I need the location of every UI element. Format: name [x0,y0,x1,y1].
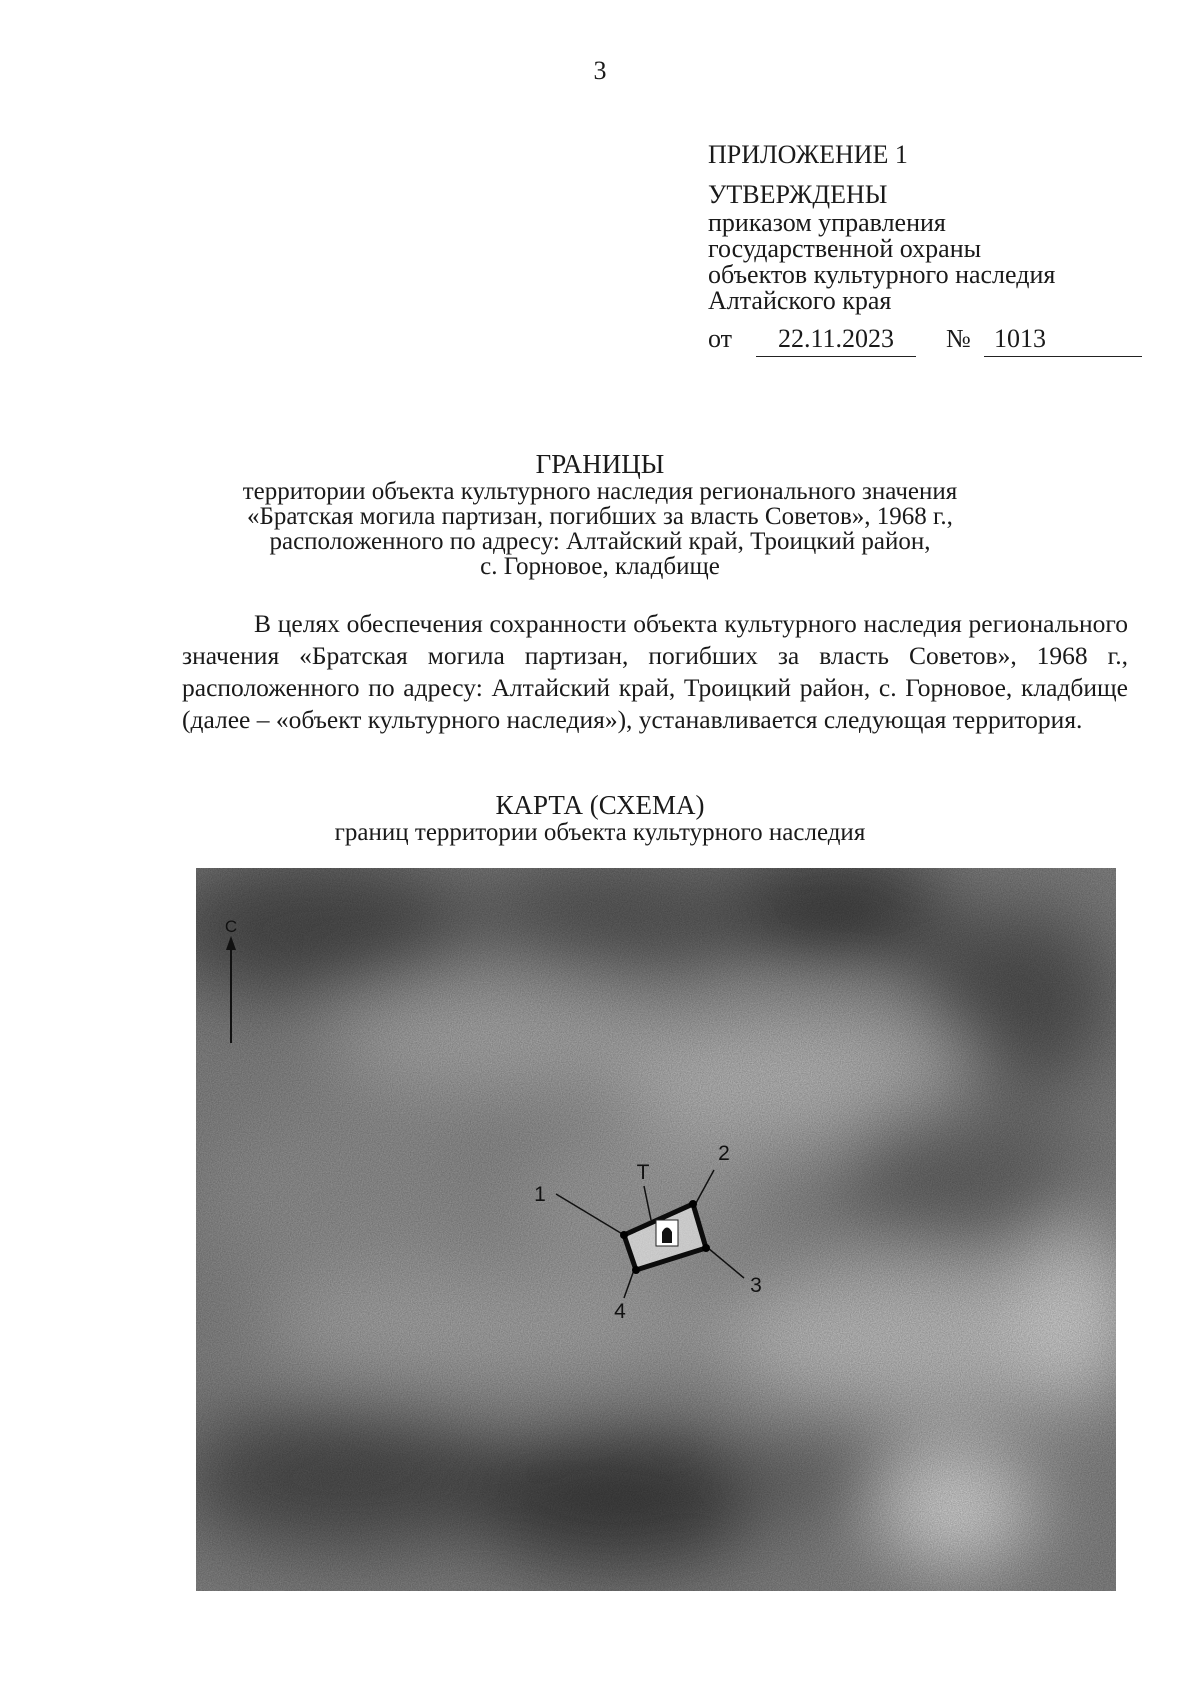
number-sign: № [946,324,971,353]
date-number-row [708,320,1148,360]
boundary-point-2 [689,1200,697,1208]
date-underline [756,356,916,357]
point-label-4: 4 [614,1300,626,1323]
number-underline [984,356,1142,357]
order-date: 22.11.2023 [777,324,895,353]
heading-title: ГРАНИЦЫ [535,449,665,479]
approval-line: государственной охраны [708,234,982,263]
map-caption-subtitle: границ территории объекта культурного наследия [334,819,866,846]
map-image [196,868,1116,1591]
monument-icon [656,1220,678,1246]
point-label-3: 3 [750,1274,762,1297]
approval-block [708,142,1148,360]
point-label-2: 2 [718,1142,730,1165]
map-caption-title: КАРТА (СХЕМА) [495,790,705,820]
body-paragraph: В целях обеспечения сохранности объекта культурного наследия регионального значения «Братская могила партизан, погибших за власть Советов», 1968 г., расположенного по адресу: Алтайский край, Троицкий район, с. Горновое, кладбище (далее – «объект культурного наследия»), устанавливается следующая территория. [182,609,1128,734]
appendix-label: ПРИЛОЖЕНИЕ 1 [708,140,908,169]
heading-line: расположенного по адресу: Алтайский край, Троицкий район, [269,528,931,555]
approval-line: Алтайского края [708,286,892,315]
boundary-point-4 [632,1266,640,1274]
territory-label: Т [636,1161,650,1184]
boundary-point-1 [620,1231,628,1239]
document-heading [180,449,1020,580]
map-svg [196,868,1116,1591]
boundary-point-3 [702,1244,710,1252]
point-label-1: 1 [534,1183,546,1206]
heading-line: «Братская могила партизан, погибших за власть Советов», 1968 г., [247,503,953,530]
approval-line: приказом управления [708,208,946,237]
approval-line: объектов культурного наследия [708,260,1056,289]
approved-label: УТВЕРЖДЕНЫ [708,180,888,209]
north-label: С [224,917,238,936]
order-number: 1013 [994,324,1046,353]
heading-line: с. Горновое, кладбище [480,553,720,580]
from-label: от [708,324,733,353]
heading-line: территории объекта культурного наследия регионального значения [242,478,958,505]
map-caption [180,792,1020,846]
page-number: 3 [593,56,607,85]
